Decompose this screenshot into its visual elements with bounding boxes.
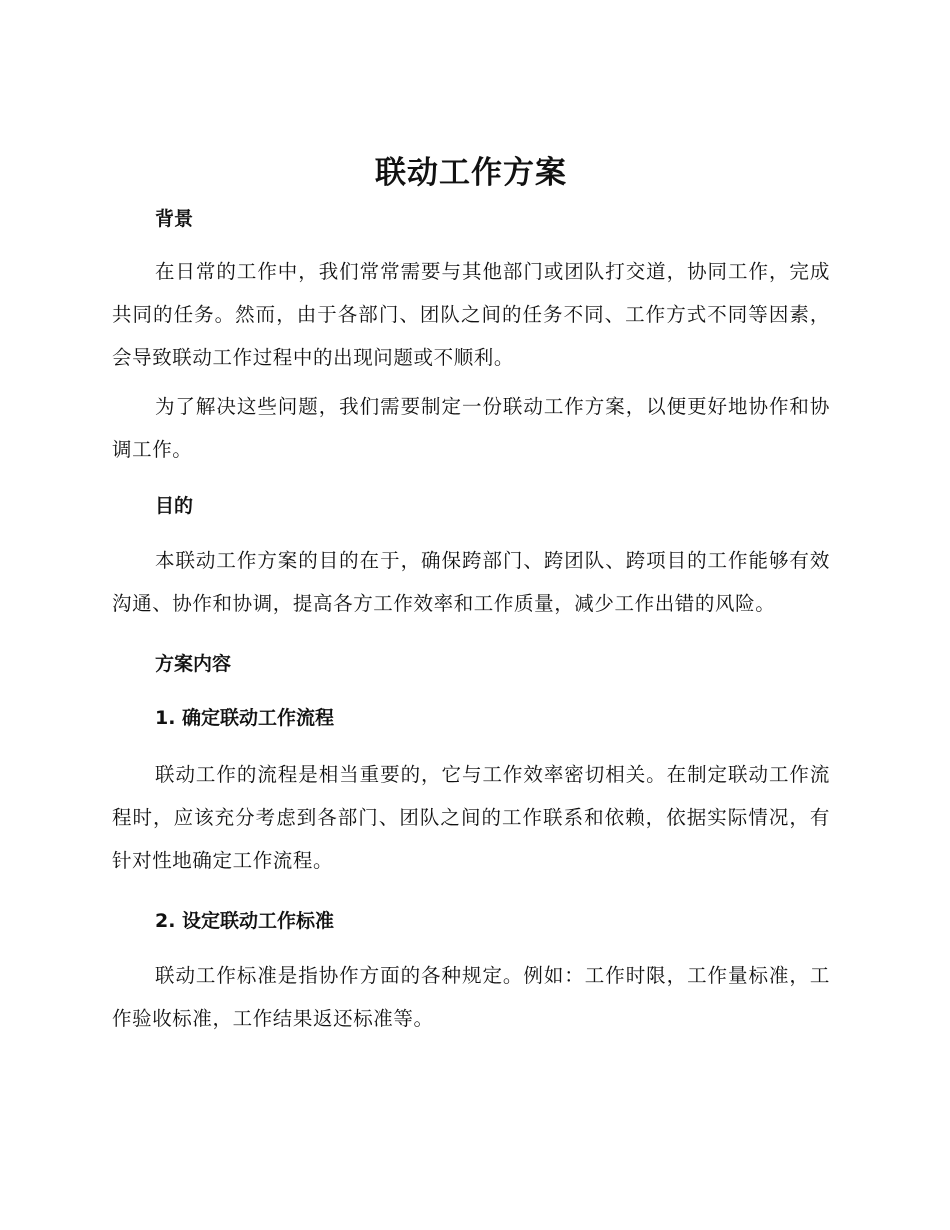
paragraph-background-2: 为了解决这些问题，我们需要制定一份联动工作方案，以便更好地协作和协调工作。: [112, 395, 830, 461]
subsection-heading-standards: 2. 设定联动工作标准: [155, 910, 335, 932]
paragraph-purpose: 本联动工作方案的目的在于，确保跨部门、跨团队、跨项目的工作能够有效沟通、协作和协调，提高各方工作效率和工作质量，减少工作出错的风险。: [112, 549, 830, 615]
section-heading-background: 背景: [155, 208, 194, 230]
subsection-heading-workflow: 1. 确定联动工作流程: [155, 707, 335, 729]
document-body: [112, 150, 830, 1040]
paragraph-workflow: 联动工作的流程是相当重要的，它与工作效率密切相关。在制定联动工作流程时，应该充分考虑到各部门、团队之间的工作联系和依赖，依据实际情况，有针对性地确定工作流程。: [112, 763, 830, 872]
document-title: 联动工作方案: [375, 155, 567, 191]
section-heading-purpose: 目的: [155, 495, 194, 517]
paragraph-background-1: 在日常的工作中，我们常常需要与其他部门或团队打交道，协同工作，完成共同的任务。然而，由于各部门、团队之间的任务不同、工作方式不同等因素，会导致联动工作过程中的出现问题或不顺利。: [112, 260, 830, 369]
section-heading-plan: 方案内容: [155, 653, 232, 675]
paragraph-standards: 联动工作标准是指协作方面的各种规定。例如：工作时限，工作量标准，工作验收标准，工作结果返还标准等。: [112, 964, 830, 1030]
